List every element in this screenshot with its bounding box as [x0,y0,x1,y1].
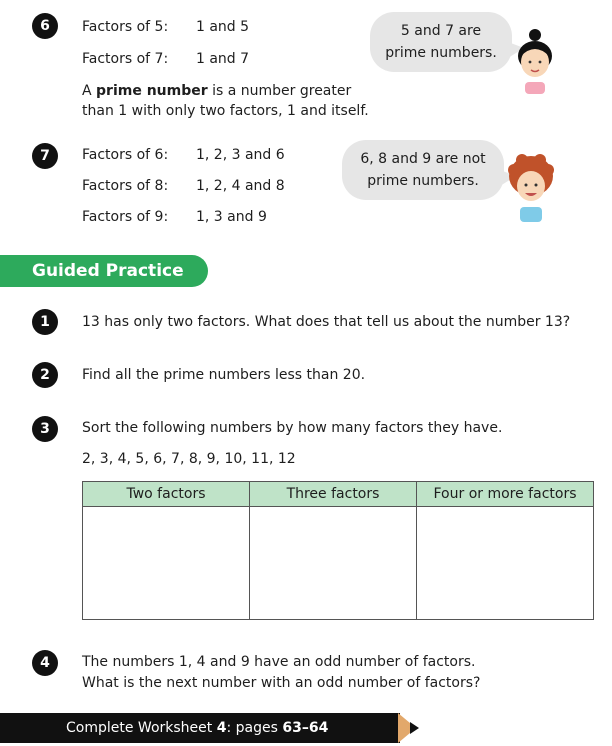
speech-bubble-girl: 5 and 7 are prime numbers. [370,12,512,72]
question-4-number: 4 [32,650,58,676]
header-two-factors: Two factors [83,482,250,507]
factors-5-label: Factors of 5: [82,19,169,35]
example-6-number: 6 [32,13,58,39]
prime-number-term: prime number [96,83,208,99]
cell-four-or-more-factors[interactable] [417,507,594,620]
question-3-numbers: 2, 3, 4, 5, 6, 7, 8, 9, 10, 11, 12 [82,451,296,467]
girl-avatar-icon [512,28,558,94]
header-four-or-more-factors: Four or more factors [417,482,594,507]
worksheet-footer[interactable]: Complete Worksheet 4: pages 63–64 [0,713,400,743]
cell-three-factors[interactable] [250,507,417,620]
question-2-text: Find all the prime numbers less than 20. [82,367,366,383]
factors-9-value: 1, 3 and 9 [196,209,267,225]
arrow-right-icon [410,722,419,734]
cell-two-factors[interactable] [83,507,250,620]
example-7-number: 7 [32,143,58,169]
worksheet-number: 4 [216,720,227,736]
factors-5-value: 1 and 5 [196,19,250,35]
factor-sort-table [82,481,594,620]
factors-8-label: Factors of 8: [82,178,169,194]
guided-practice-banner: Guided Practice [0,255,208,287]
factors-7-label: Factors of 7: [82,51,169,67]
factors-7-value: 1 and 7 [196,51,250,67]
prime-definition-line1: A prime number is a number greater [82,83,352,99]
worksheet-pages: 63–64 [282,720,329,736]
factors-6-label: Factors of 6: [82,147,169,163]
question-1-number: 1 [32,309,58,335]
question-4-line1: The numbers 1, 4 and 9 have an odd number of factors. [82,654,476,670]
header-three-factors: Three factors [250,482,417,507]
factors-8-value: 1, 2, 4 and 8 [196,178,285,194]
prime-definition-line2: than 1 with only two factors, 1 and itself. [82,103,369,119]
speech-bubble-boy: 6, 8 and 9 are not prime numbers. [342,140,504,200]
question-4-line2: What is the next number with an odd number of factors? [82,675,481,691]
factors-6-value: 1, 2, 3 and 6 [196,147,285,163]
factors-9-label: Factors of 9: [82,209,169,225]
question-1-text: 13 has only two factors. What does that tell us about the number 13? [82,314,571,330]
question-3-number: 3 [32,416,58,442]
question-2-number: 2 [32,362,58,388]
question-3-text: Sort the following numbers by how many factors they have. [82,420,503,436]
boy-avatar-icon [506,152,556,222]
